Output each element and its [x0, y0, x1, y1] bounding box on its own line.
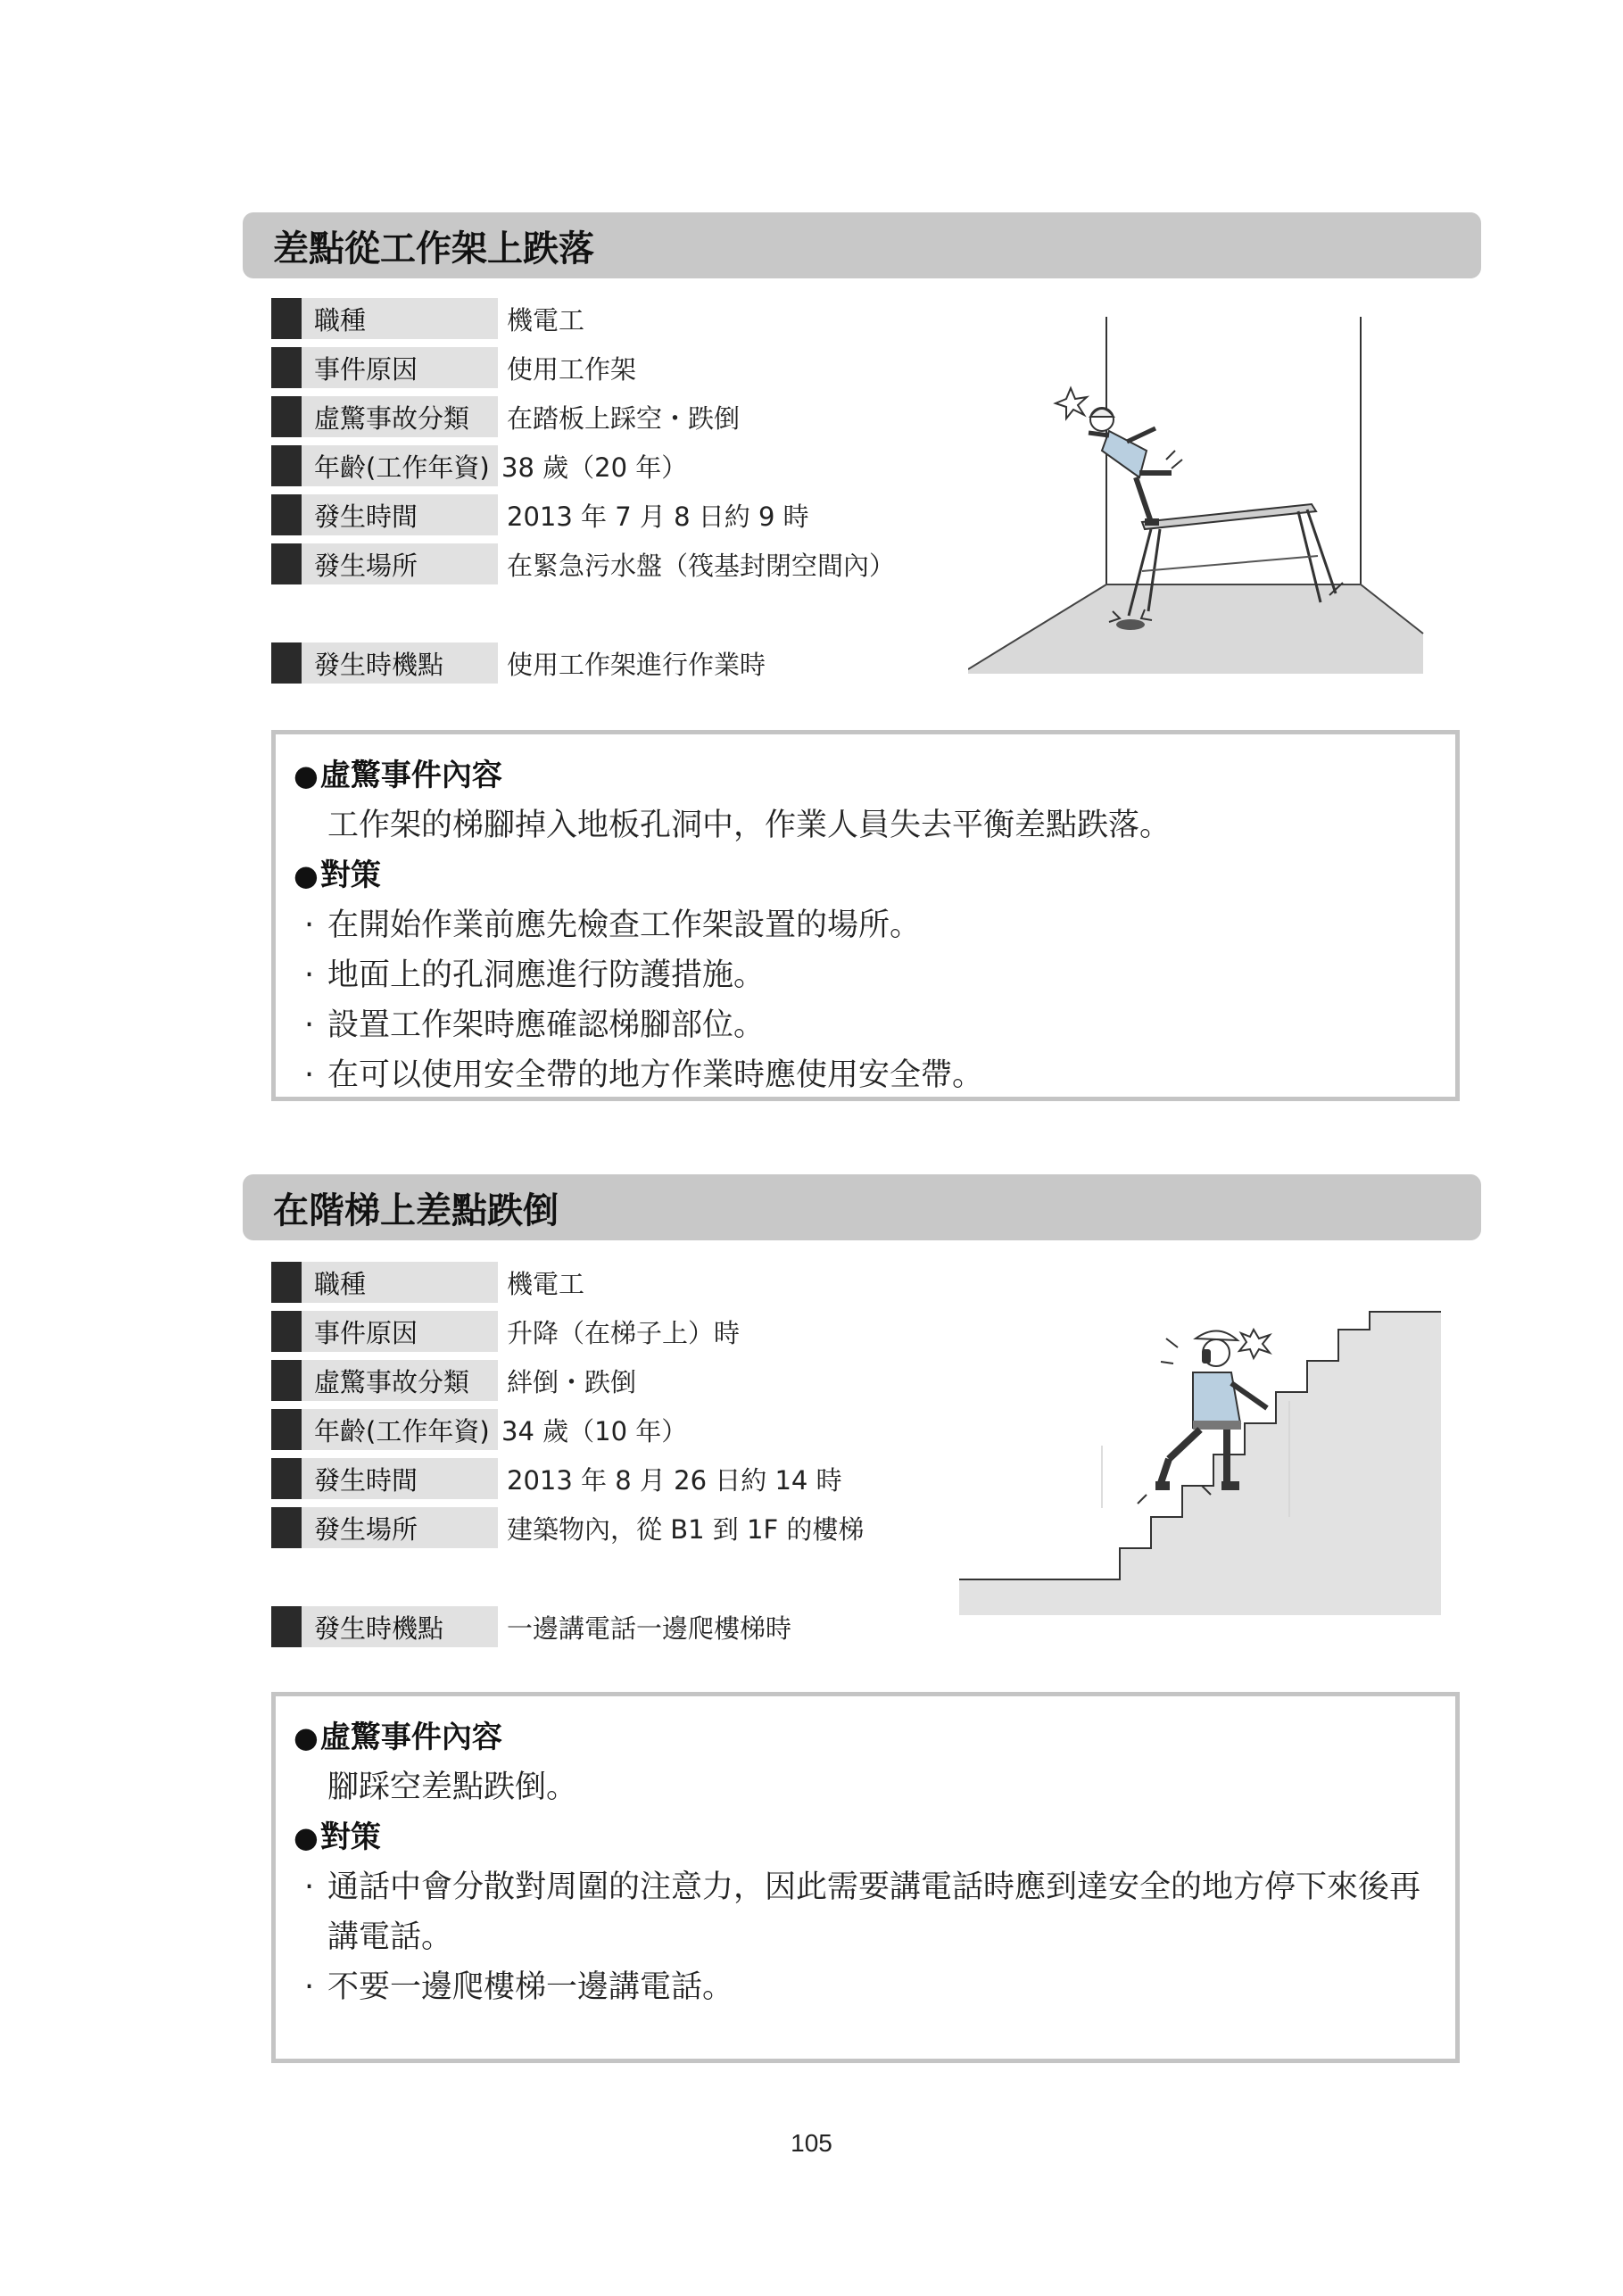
- info-label: 事件原因: [271, 347, 498, 388]
- measure-item: · 設置工作架時應確認梯腳部位。: [304, 1007, 766, 1043]
- info-value: 建築物內，從 B1 到 1F 的樓梯: [507, 1513, 865, 1545]
- info-label: 虛驚事故分類: [271, 396, 498, 437]
- info-label: 發生時間: [271, 494, 498, 535]
- info-label: 發生時機點: [271, 642, 498, 684]
- content-heading: ●虛驚事件內容: [294, 758, 502, 793]
- info-label: 虛驚事故分類: [271, 1360, 498, 1401]
- info-row: [271, 1360, 636, 1401]
- measure-item: · 通話中會分散對周圍的注意力，因此需要講電話時應到達安全的地方停下來後再講電話。: [304, 1869, 1421, 1955]
- worker-tripping-on-stairs-illustration: [959, 1303, 1441, 1615]
- info-row: [271, 1507, 864, 1548]
- info-value: 一邊講電話一邊爬樓梯時: [507, 1612, 792, 1644]
- info-label: 職種: [271, 1262, 498, 1303]
- info-value: 2013 年 8 月 26 日約 14 時: [507, 1464, 842, 1496]
- info-label: 職種: [271, 298, 498, 339]
- info-row: [271, 298, 584, 339]
- info-row: [271, 642, 766, 684]
- worker-falling-from-scaffold-illustration: [968, 317, 1432, 674]
- measure-item: · 在可以使用安全帶的地方作業時應使用安全帶。: [304, 1057, 984, 1093]
- info-value: 機電工: [507, 304, 585, 336]
- bullet-dot-icon: ●: [294, 1820, 319, 1854]
- info-label: 年齡(工作年資): [271, 1409, 498, 1450]
- info-label: 發生場所: [271, 543, 498, 584]
- info-row: [271, 494, 809, 535]
- info-value: 絆倒・跌倒: [507, 1366, 637, 1397]
- info-row: [271, 1409, 687, 1450]
- section-title: 差點從工作架上跌落: [243, 212, 1481, 278]
- info-label: 發生場所: [271, 1507, 498, 1548]
- info-row: [271, 445, 687, 486]
- info-value: 在緊急污水盤（筏基封閉空間內）: [507, 550, 896, 581]
- measure-item: · 在開始作業前應先檢查工作架設置的場所。: [304, 908, 922, 943]
- content-heading: ●虛驚事件內容: [294, 1720, 502, 1755]
- content-box: [271, 730, 1460, 1101]
- info-value: 38 歲（20 年）: [501, 452, 688, 483]
- content-box: [271, 1692, 1460, 2063]
- info-row: [271, 1458, 842, 1499]
- info-label: 年齡(工作年資): [271, 445, 498, 486]
- info-value: 使用工作架: [507, 353, 637, 385]
- info-value: 34 歲（10 年）: [501, 1415, 688, 1446]
- measures-heading: ●對策: [294, 858, 381, 893]
- info-value: 在踏板上踩空・跌倒: [507, 402, 741, 434]
- info-row: [271, 347, 636, 388]
- page-number: 105: [791, 2129, 832, 2157]
- bullet-dot-icon: ●: [294, 858, 319, 892]
- content-text: 腳踩空差點跌倒。: [327, 1770, 578, 1805]
- info-value: 2013 年 7 月 8 日約 9 時: [507, 501, 809, 532]
- info-row: [271, 543, 895, 584]
- info-row: [271, 1311, 740, 1352]
- info-value: 升降（在梯子上）時: [507, 1317, 741, 1348]
- info-label: 發生時機點: [271, 1606, 498, 1647]
- measure-item: · 不要一邊爬樓梯一邊講電話。: [304, 1969, 734, 2005]
- measure-item: · 地面上的孔洞應進行防護措施。: [304, 957, 766, 993]
- measures-heading: ●對策: [294, 1819, 381, 1855]
- info-row: [271, 1606, 791, 1647]
- content-text: 工作架的梯腳掉入地板孔洞中，作業人員失去平衡差點跌落。: [327, 808, 1172, 843]
- info-row: [271, 1262, 584, 1303]
- bullet-dot-icon: ●: [294, 1720, 319, 1754]
- info-label: 事件原因: [271, 1311, 498, 1352]
- info-value: 機電工: [507, 1268, 585, 1299]
- bullet-dot-icon: ●: [294, 758, 319, 792]
- info-label: 發生時間: [271, 1458, 498, 1499]
- info-value: 使用工作架進行作業時: [507, 649, 766, 680]
- section-title: 在階梯上差點跌倒: [243, 1174, 1481, 1240]
- info-row: [271, 396, 740, 437]
